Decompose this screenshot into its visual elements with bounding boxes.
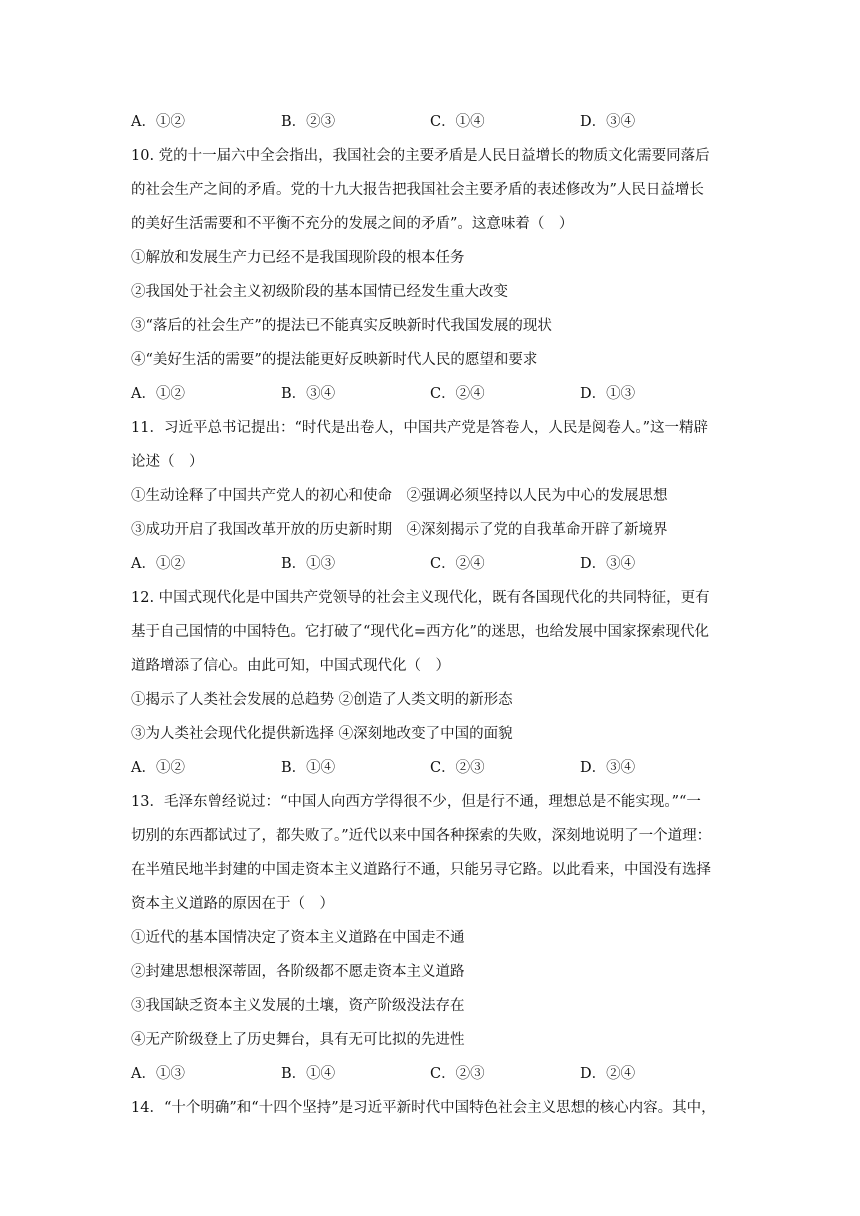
q11-option-a[interactable]: A．①② xyxy=(131,556,185,572)
q13-option-c[interactable]: C．②③ xyxy=(430,1066,485,1082)
q12-stem-line: 道路增添了信心。由此可知，中国式现代化（ ） xyxy=(131,658,450,674)
q12-option-d[interactable]: D．③④ xyxy=(580,760,636,776)
q13-stem-line: 13．毛泽东曾经说过：“中国人向西方学得很不少，但是行不通，理想总是不能实现。”“一 xyxy=(131,794,701,810)
q10-options xyxy=(131,384,731,404)
q9-options xyxy=(131,112,731,132)
q13-item: ②封建思想根深蒂固，各阶级都不愿走资本主义道路 xyxy=(131,964,465,980)
q11-stem-line: 论述（ ） xyxy=(131,454,204,470)
q12-item: ①揭示了人类社会发展的总趋势 ②创造了人类文明的新形态 xyxy=(131,692,513,708)
q13-item: ③我国缺乏资本主义发展的土壤，资产阶级没法存在 xyxy=(131,998,465,1014)
q10-item: ③“落后的社会生产”的提法已不能真实反映新时代我国发展的现状 xyxy=(131,318,552,334)
q12-stem-line: 12. 中国式现代化是中国共产党领导的社会主义现代化，既有各国现代化的共同特征，更有 xyxy=(131,590,710,606)
q11-option-b[interactable]: B．①③ xyxy=(281,556,336,572)
q10-stem-line: 的社会生产之间的矛盾。党的十九大报告把我国社会主要矛盾的表述修改为”人民日益增长 xyxy=(131,182,704,198)
q13-option-b[interactable]: B．①④ xyxy=(281,1066,336,1082)
q10-option-a[interactable]: A．①② xyxy=(131,386,185,402)
q11-item: ③成功开启了我国改革开放的历史新时期 ④深刻揭示了党的自我革命开辟了新境界 xyxy=(131,522,668,538)
q12-options xyxy=(131,758,731,778)
q10-option-c[interactable]: C．②④ xyxy=(430,386,485,402)
q12-stem-line: 基于自己国情的中国特色。它打破了“现代化=西方化”的迷思，也给发展中国家探索现代化 xyxy=(131,624,709,640)
q10-item: ②我国处于社会主义初级阶段的基本国情已经发生重大改变 xyxy=(131,284,508,300)
q12-option-a[interactable]: A．①② xyxy=(131,760,185,776)
q12-option-b[interactable]: B．①④ xyxy=(281,760,336,776)
q13-stem-line: 在半殖民地半封建的中国走资本主义道路行不通，只能另寻它路。以此看来，中国没有选择 xyxy=(131,862,711,878)
q12-option-c[interactable]: C．②③ xyxy=(430,760,485,776)
q10-item: ①解放和发展生产力已经不是我国现阶段的根本任务 xyxy=(131,250,465,266)
q13-stem-line: 资本主义道路的原因在于（ ） xyxy=(131,896,334,912)
q10-stem-line: 10. 党的十一届六中全会指出，我国社会的主要矛盾是人民日益增长的物质文化需要同落后 xyxy=(131,148,710,164)
q9-option-d[interactable]: D．③④ xyxy=(580,114,636,130)
q13-option-d[interactable]: D．②④ xyxy=(580,1066,636,1082)
q13-item: ④无产阶级登上了历史舞台，具有无可比拟的先进性 xyxy=(131,1032,465,1048)
q11-stem-line: 11．习近平总书记提出：“时代是出卷人，中国共产党是答卷人，人民是阅卷人。”这一精辟 xyxy=(131,420,709,436)
q13-options xyxy=(131,1064,731,1084)
q13-option-a[interactable]: A．①③ xyxy=(131,1066,185,1082)
q12-item: ③为人类社会现代化提供新选择 ④深刻地改变了中国的面貌 xyxy=(131,726,513,742)
q13-stem-line: 切别的东西都试过了，都失败了。”近代以来中国各种探索的失败，深刻地说明了一个道理： xyxy=(131,828,712,844)
q11-option-c[interactable]: C．②④ xyxy=(430,556,485,572)
q11-option-d[interactable]: D．③④ xyxy=(580,556,636,572)
q11-options xyxy=(131,554,731,574)
q10-item: ④“美好生活的需要”的提法能更好反映新时代人民的愿望和要求 xyxy=(131,352,538,368)
q10-option-d[interactable]: D．①③ xyxy=(580,386,636,402)
q13-item: ①近代的基本国情决定了资本主义道路在中国走不通 xyxy=(131,930,465,946)
q11-item: ①生动诠释了中国共产党人的初心和使命 ②强调必须坚持以人民为中心的发展思想 xyxy=(131,488,668,504)
q10-option-b[interactable]: B．③④ xyxy=(281,386,336,402)
q14-stem-line: 14．“十个明确”和“十四个坚持”是习近平新时代中国特色社会主义思想的核心内容。其中， xyxy=(131,1100,716,1116)
q9-option-b[interactable]: B．②③ xyxy=(281,114,336,130)
q10-stem-line: 的美好生活需要和不平衡不充分的发展之间的矛盾”。这意味着（ ） xyxy=(131,216,574,232)
q9-option-c[interactable]: C．①④ xyxy=(430,114,485,130)
q9-option-a[interactable]: A．①② xyxy=(131,114,185,130)
